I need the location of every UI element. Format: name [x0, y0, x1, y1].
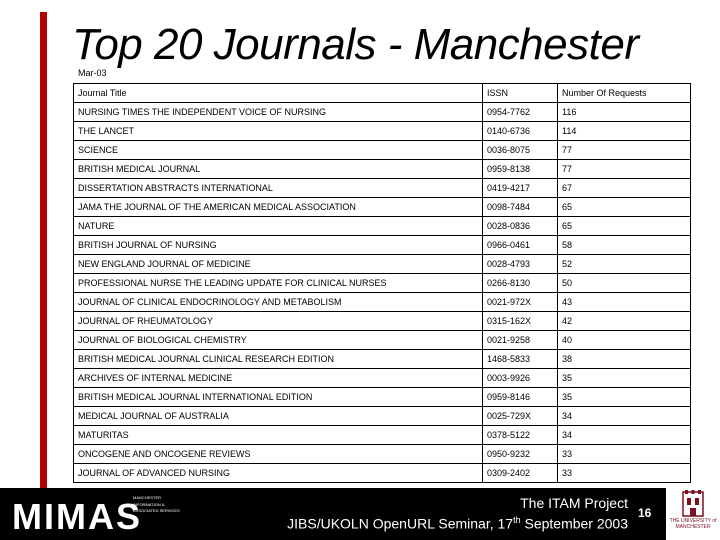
requests-cell: 42	[558, 312, 691, 331]
journal-title-cell: DISSERTATION ABSTRACTS INTERNATIONAL	[74, 179, 483, 198]
mimas-logo-text: MIMAS	[12, 496, 142, 537]
issn-cell: 0309-2402	[483, 464, 558, 483]
table-row	[74, 255, 691, 274]
issn-cell: 0025-729X	[483, 407, 558, 426]
accent-bar	[40, 12, 47, 488]
requests-cell: 67	[558, 179, 691, 198]
journal-title-cell: SCIENCE	[74, 141, 483, 160]
requests-cell: 77	[558, 141, 691, 160]
requests-cell: 58	[558, 236, 691, 255]
seminar-info: JIBS/UKOLN OpenURL Seminar, 17th September 2003	[287, 515, 628, 532]
requests-cell: 116	[558, 103, 691, 122]
journal-title-cell: BRITISH MEDICAL JOURNAL INTERNATIONAL EDITION	[74, 388, 483, 407]
issn-cell: 0419-4217	[483, 179, 558, 198]
issn-cell: 0266-8130	[483, 274, 558, 293]
header-number-of-requests: Number Of Requests	[558, 84, 691, 103]
journal-title-cell: BRITISH JOURNAL OF NURSING	[74, 236, 483, 255]
table-row	[74, 217, 691, 236]
requests-cell: 50	[558, 274, 691, 293]
table-row	[74, 122, 691, 141]
issn-cell: 0098-7484	[483, 198, 558, 217]
header-issn: ISSN	[483, 84, 558, 103]
requests-cell: 65	[558, 217, 691, 236]
project-name: The ITAM Project	[520, 495, 628, 511]
journal-title-cell: JOURNAL OF CLINICAL ENDOCRINOLOGY AND METABOLISM	[74, 293, 483, 312]
issn-cell: 0954-7762	[483, 103, 558, 122]
requests-cell: 35	[558, 388, 691, 407]
journal-title-cell: JAMA THE JOURNAL OF THE AMERICAN MEDICAL ASSOCIATION	[74, 198, 483, 217]
requests-cell: 77	[558, 160, 691, 179]
table-header-row	[74, 84, 691, 103]
table-row	[74, 198, 691, 217]
requests-cell: 38	[558, 350, 691, 369]
table-row	[74, 464, 691, 483]
report-date: Mar-03	[78, 68, 107, 78]
issn-cell: 0021-972X	[483, 293, 558, 312]
issn-cell: 0028-4793	[483, 255, 558, 274]
journal-title-cell: JOURNAL OF ADVANCED NURSING	[74, 464, 483, 483]
requests-cell: 65	[558, 198, 691, 217]
journal-title-cell: NEW ENGLAND JOURNAL OF MEDICINE	[74, 255, 483, 274]
issn-cell: 0966-0461	[483, 236, 558, 255]
journal-title-cell: BRITISH MEDICAL JOURNAL	[74, 160, 483, 179]
table-row	[74, 236, 691, 255]
table-row	[74, 426, 691, 445]
table-row	[74, 141, 691, 160]
table-row	[74, 445, 691, 464]
table-row	[74, 350, 691, 369]
requests-cell: 33	[558, 464, 691, 483]
journal-title-cell: MATURITAS	[74, 426, 483, 445]
table-row	[74, 369, 691, 388]
slide-number: 16	[638, 506, 652, 520]
journal-title-cell: MEDICAL JOURNAL OF AUSTRALIA	[74, 407, 483, 426]
journal-title-cell: ARCHIVES OF INTERNAL MEDICINE	[74, 369, 483, 388]
issn-cell: 0959-8138	[483, 160, 558, 179]
issn-cell: 0140-6736	[483, 122, 558, 141]
table-row	[74, 103, 691, 122]
issn-cell: 0959-8146	[483, 388, 558, 407]
table-body	[74, 103, 691, 483]
journal-title-cell: NATURE	[74, 217, 483, 236]
requests-cell: 40	[558, 331, 691, 350]
journal-title-cell: ONCOGENE AND ONCOGENE REVIEWS	[74, 445, 483, 464]
requests-cell: 34	[558, 426, 691, 445]
footer-bar	[0, 488, 720, 540]
table-row	[74, 312, 691, 331]
requests-cell: 33	[558, 445, 691, 464]
issn-cell: 0003-9926	[483, 369, 558, 388]
requests-cell: 43	[558, 293, 691, 312]
university-crest-icon	[666, 488, 720, 518]
issn-cell: 0315-162X	[483, 312, 558, 331]
table-row	[74, 407, 691, 426]
requests-cell: 35	[558, 369, 691, 388]
table-row	[74, 388, 691, 407]
table-row	[74, 179, 691, 198]
mimas-logo-subtext: MANCHESTER INFORMATION & ASSOCIATED SERVICES	[133, 495, 180, 513]
journals-table	[73, 83, 691, 483]
table-row	[74, 331, 691, 350]
requests-cell: 52	[558, 255, 691, 274]
journal-title-cell: BRITISH MEDICAL JOURNAL CLINICAL RESEARCH EDITION	[74, 350, 483, 369]
issn-cell: 0378-5122	[483, 426, 558, 445]
university-logo	[666, 488, 720, 540]
journal-title-cell: JOURNAL OF RHEUMATOLOGY	[74, 312, 483, 331]
header-journal-title: Journal Title	[74, 84, 483, 103]
table-row	[74, 160, 691, 179]
requests-cell: 114	[558, 122, 691, 141]
journal-title-cell: PROFESSIONAL NURSE THE LEADING UPDATE FOR CLINICAL NURSES	[74, 274, 483, 293]
journal-title-cell: THE LANCET	[74, 122, 483, 141]
issn-cell: 1468-5833	[483, 350, 558, 369]
issn-cell: 0950-9232	[483, 445, 558, 464]
university-name: THE UNIVERSITY of MANCHESTER	[669, 518, 717, 530]
slide-title: Top 20 Journals - Manchester	[72, 20, 639, 69]
issn-cell: 0021-9258	[483, 331, 558, 350]
table-row	[74, 274, 691, 293]
journal-title-cell: NURSING TIMES THE INDEPENDENT VOICE OF NURSING	[74, 103, 483, 122]
requests-cell: 34	[558, 407, 691, 426]
journal-title-cell: JOURNAL OF BIOLOGICAL CHEMISTRY	[74, 331, 483, 350]
table-row	[74, 293, 691, 312]
mimas-logo	[6, 492, 180, 537]
issn-cell: 0028-0836	[483, 217, 558, 236]
issn-cell: 0036-8075	[483, 141, 558, 160]
